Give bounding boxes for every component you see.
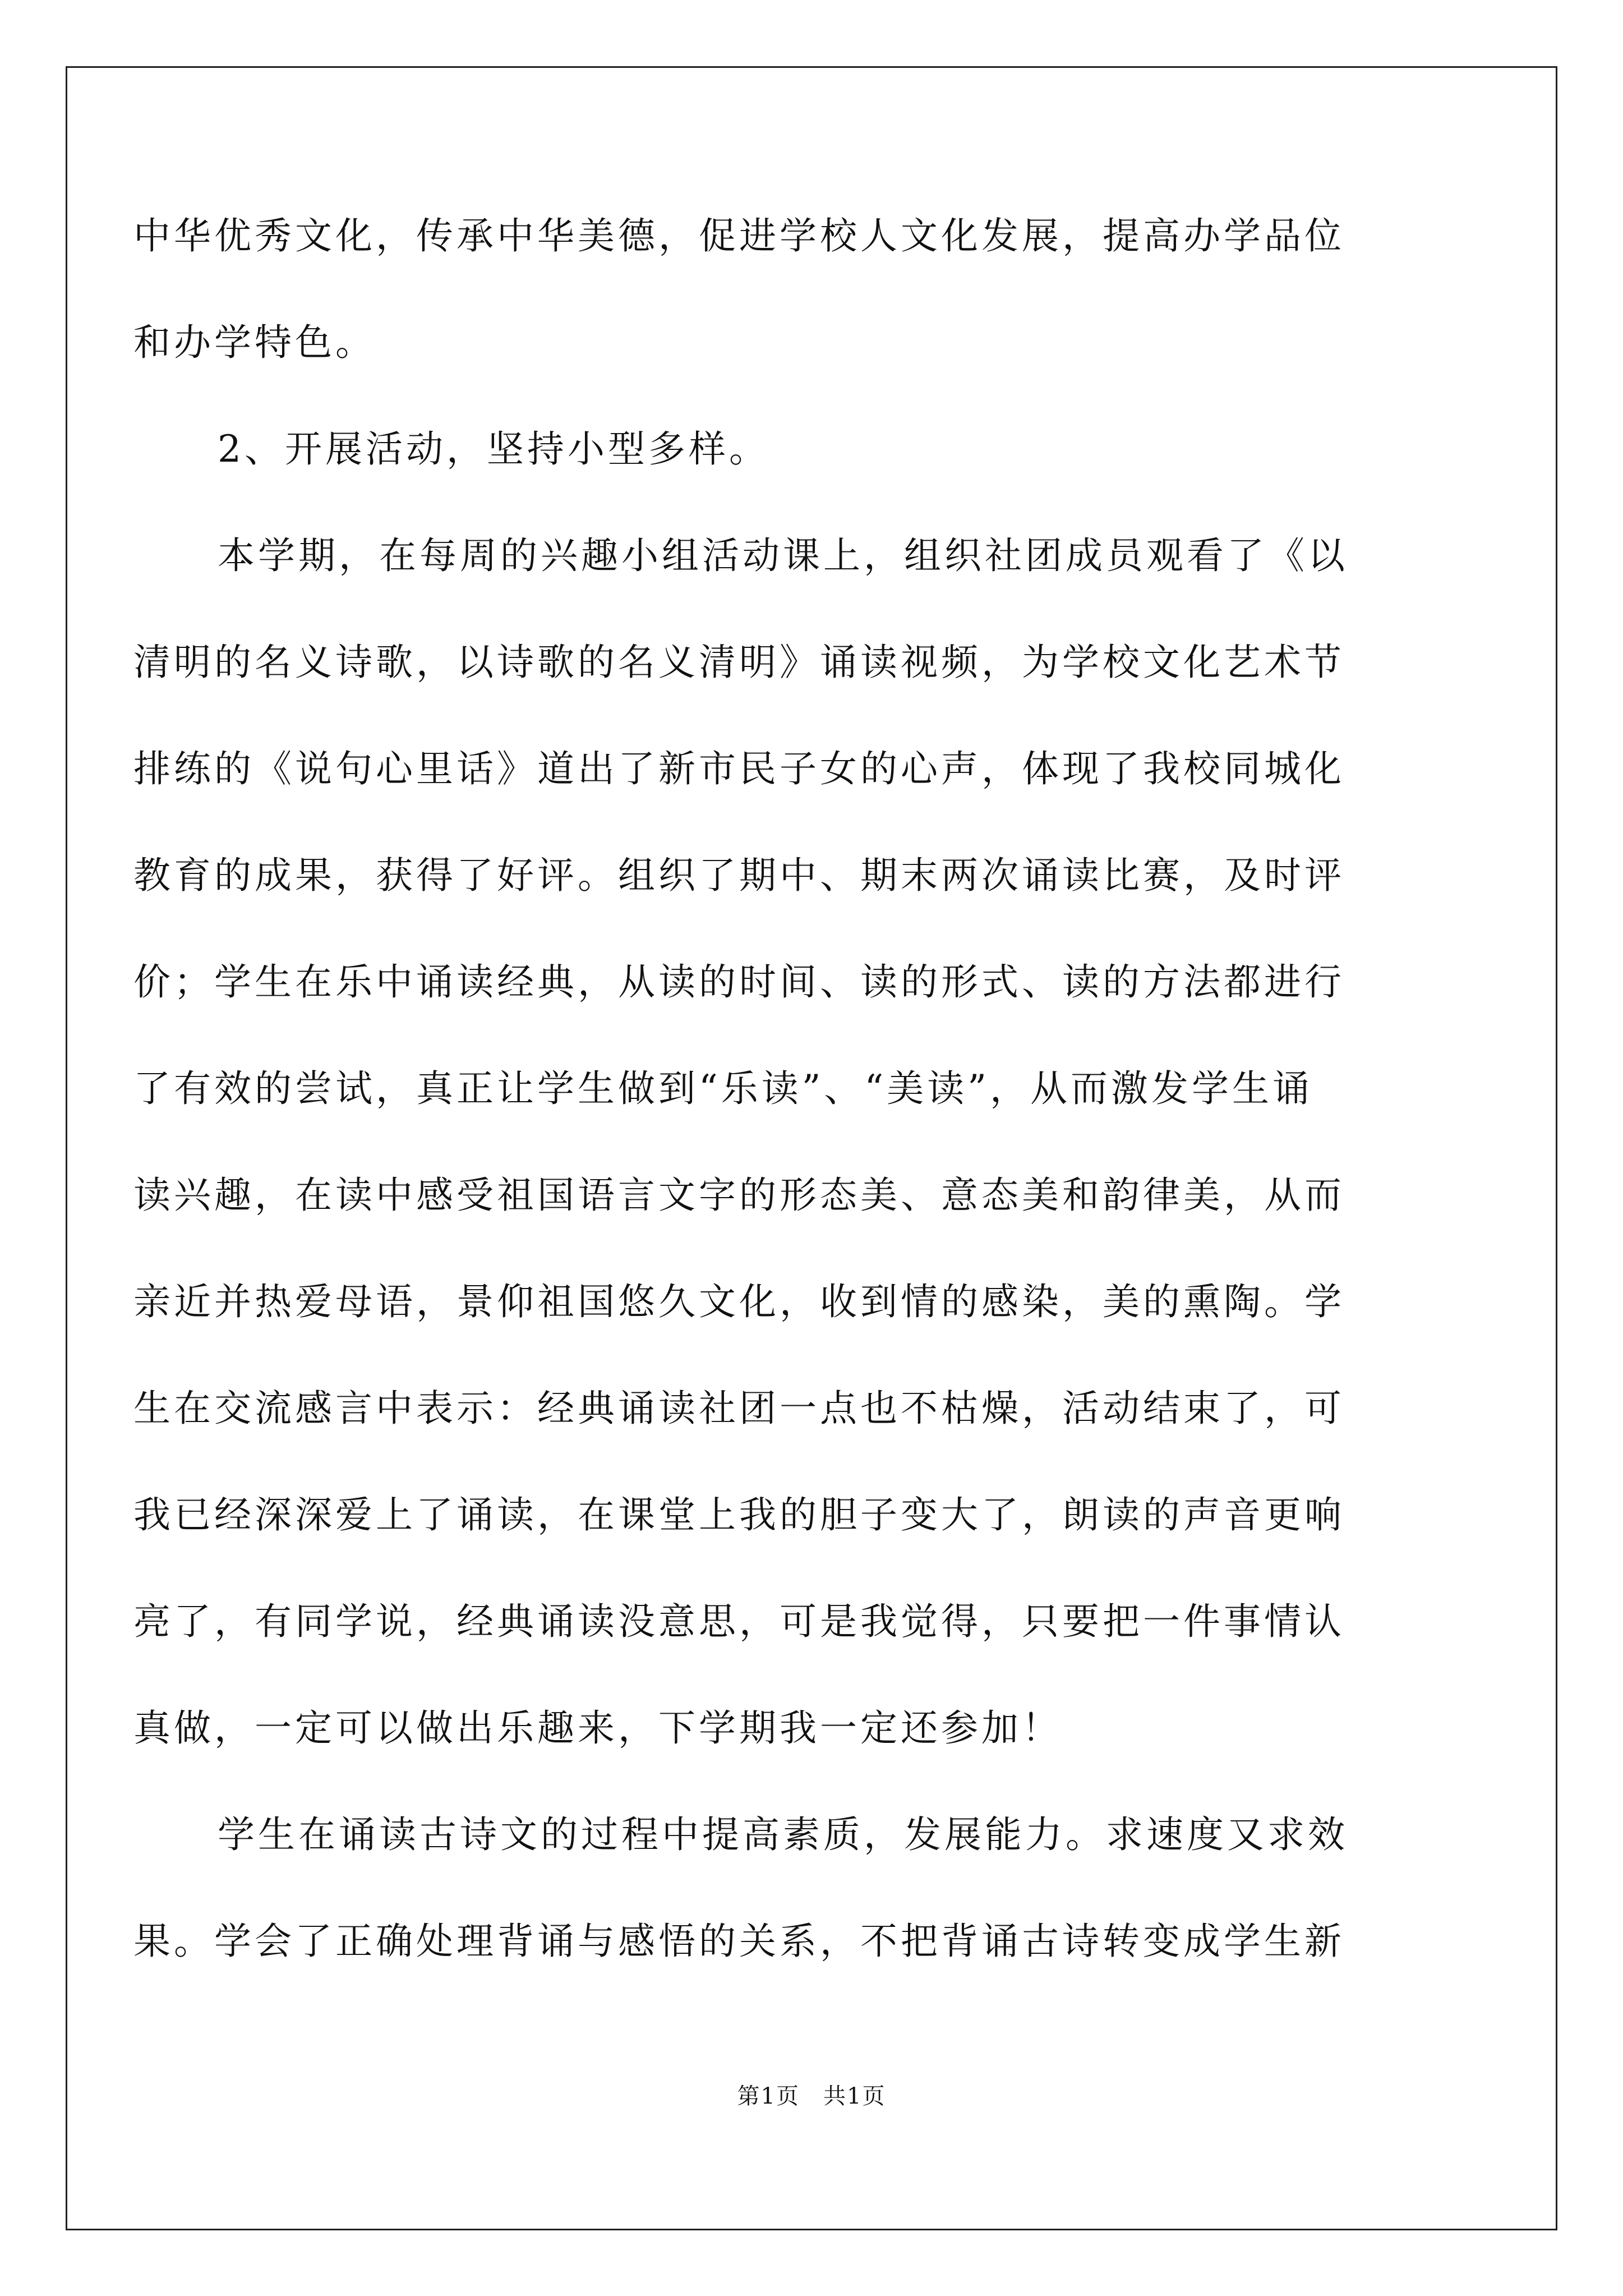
text-line: 中华优秀文化，传承中华美德，促进学校人文化发展，提高办学品位	[133, 214, 1345, 257]
text-line: 亮了，有同学说，经典诵读没意思，可是我觉得，只要把一件事情认	[133, 1600, 1345, 1643]
text-line: 生在交流感言中表示：经典诵读社团一点也不枯燥，活动结束了，可	[133, 1387, 1345, 1430]
text-line: 排练的《说句心里话》道出了新市民子女的心声，体现了我校同城化	[133, 747, 1345, 790]
text-line: 教育的成果，获得了好评。组织了期中、期末两次诵读比赛，及时评	[133, 854, 1345, 897]
section-heading: 2、开展活动，坚持小型多样。	[218, 427, 769, 471]
text-line: 我已经深深爱上了诵读，在课堂上我的胆子变大了，朗读的声音更响	[133, 1493, 1345, 1536]
text-line: 价；学生在乐中诵读经典，从读的时间、读的形式、读的方法都进行	[133, 960, 1345, 1004]
paragraph-first-line: 本学期，在每周的兴趣小组活动课上，组织社团成员观看了《以	[218, 534, 1348, 577]
page-number-footer: 第1页 共1页	[737, 2083, 886, 2109]
text-line: 读兴趣，在读中感受祖国语言文字的形态美、意态美和韵律美，从而	[133, 1174, 1345, 1217]
text-line: 真做，一定可以做出乐趣来，下学期我一定还参加！	[133, 1706, 1062, 1750]
paragraph-first-line: 学生在诵读古诗文的过程中提高素质，发展能力。求速度又求效	[218, 1813, 1348, 1856]
document-body	[133, 183, 1491, 1995]
text-line: 和办学特色。	[133, 321, 376, 364]
text-line: 清明的名义诗歌，以诗歌的名义清明》诵读视频，为学校文化艺术节	[133, 641, 1345, 684]
text-line: 果。学会了正确处理背诵与感悟的关系，不把背诵古诗转变成学生新	[133, 1920, 1345, 1963]
text-line: 亲近并热爱母语，景仰祖国悠久文化，收到情的感染，美的熏陶。学	[133, 1280, 1345, 1323]
text-line: 了有效的尝试，真正让学生做到“乐读”、“美读”，从而激发学生诵	[133, 1067, 1313, 1110]
